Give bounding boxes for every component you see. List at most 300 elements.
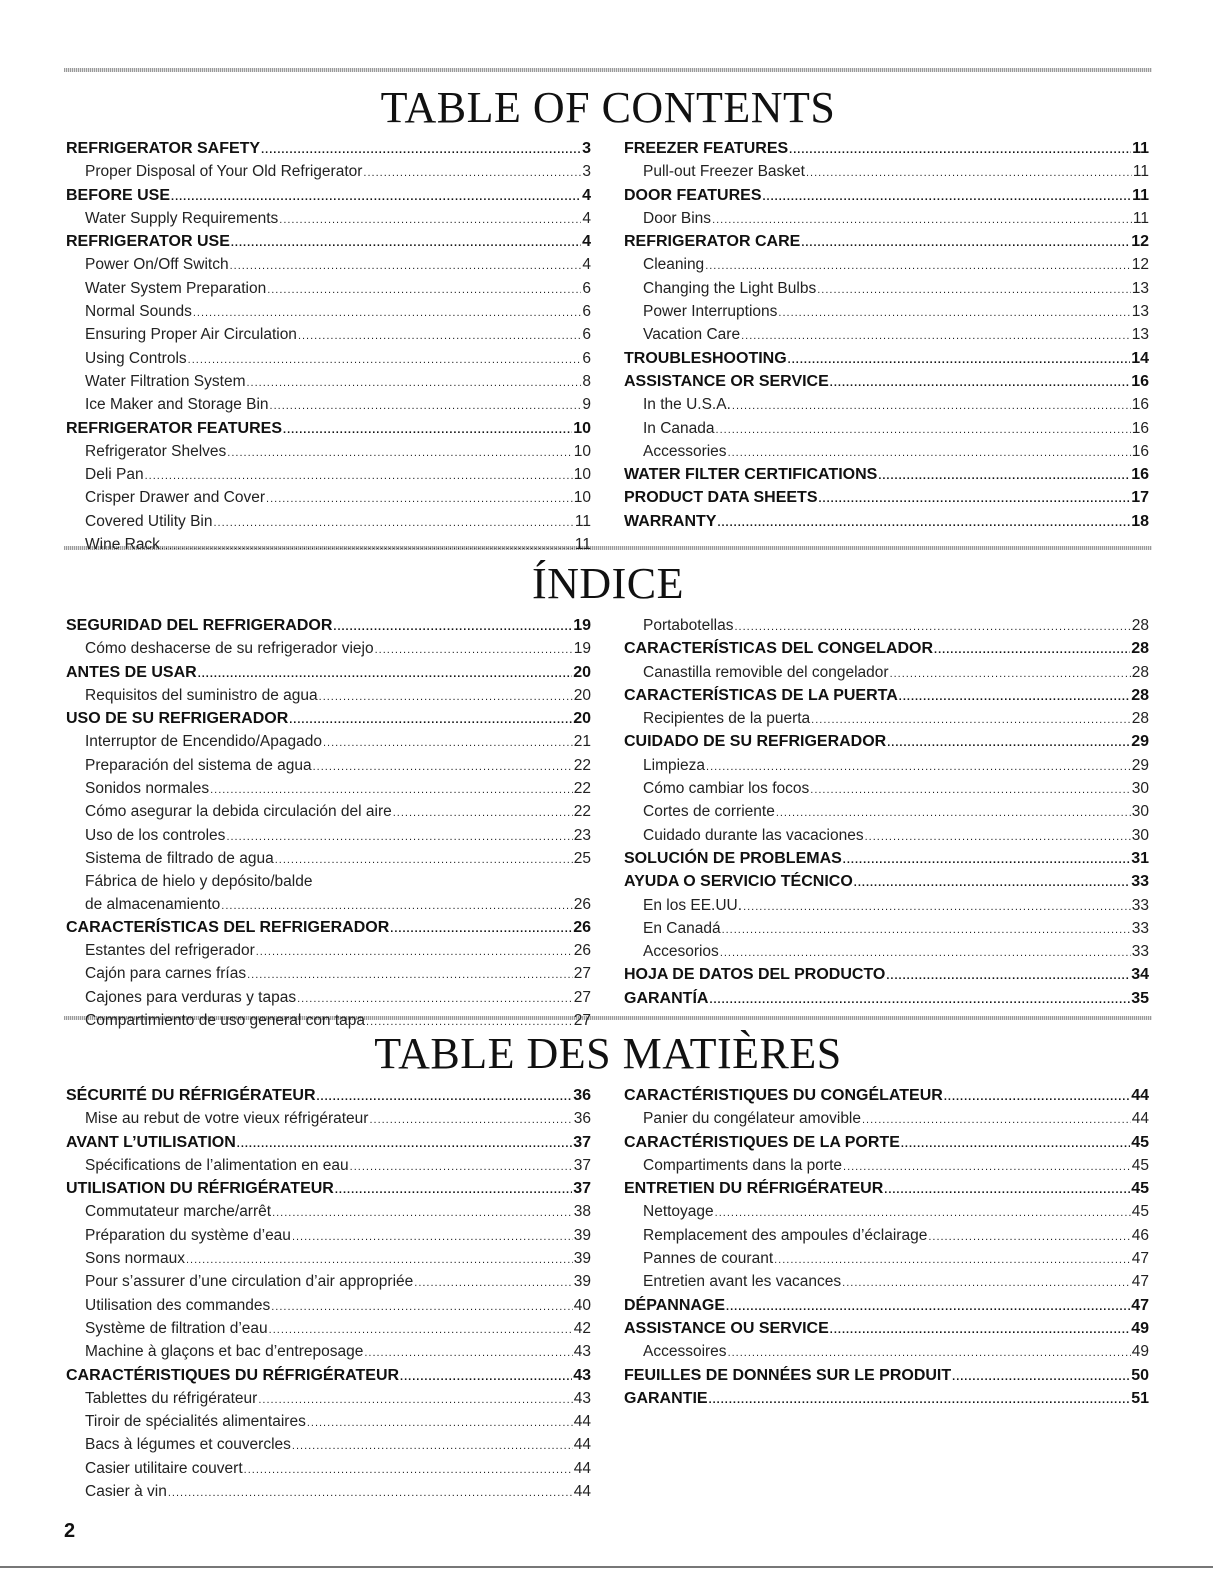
toc-heading-entry: [624, 511, 1149, 534]
toc-sub-entry: [66, 755, 591, 778]
toc-heading-entry: [624, 1178, 1149, 1201]
toc-entry-page: 30: [1131, 780, 1149, 798]
toc-sub-entry: [66, 1318, 591, 1341]
dot-leader: [854, 872, 1130, 894]
toc-entry-label: Machine à glaçons et bac d’entreposage: [85, 1343, 364, 1361]
toc-entry-page: 14: [1131, 349, 1149, 367]
toc-entry-label: Sistema de filtrado de agua: [85, 849, 274, 867]
toc-entry-page: 19: [573, 617, 591, 634]
toc-heading-entry: [66, 662, 591, 685]
toc-entry-label: TROUBLESHOOTING: [624, 349, 787, 367]
toc-sub-entry: [66, 394, 591, 417]
toc-entry-label: Power Interruptions: [643, 303, 778, 321]
toc-entry-label: Uso de los controles: [85, 826, 226, 844]
toc-sub-entry: [66, 278, 591, 301]
toc-entry-label: Pour s’assurer d’une circulation d’air appropriée: [85, 1273, 414, 1291]
toc-entry-page: 45: [1131, 1180, 1149, 1198]
toc-entry-label: Water Filtration System: [85, 372, 246, 390]
toc-sub-entry: [624, 394, 1149, 417]
toc-heading-entry: [624, 1295, 1149, 1318]
dot-leader: [193, 302, 582, 324]
toc-entry-page: 28: [1131, 617, 1149, 634]
dot-leader: [778, 302, 1130, 324]
toc-entry-page: 44: [573, 1436, 591, 1454]
dot-leader: [776, 802, 1131, 824]
toc-entry-page: 20: [573, 686, 591, 704]
toc-heading-entry: [66, 138, 591, 161]
dot-leader: [801, 232, 1130, 254]
toc-entry-label: Système de filtration d’eau: [85, 1319, 268, 1337]
toc-entry-page: 27: [573, 965, 591, 983]
dot-leader: [715, 1202, 1131, 1224]
dot-leader: [319, 686, 573, 708]
toc-entry-page: 44: [1131, 1110, 1149, 1128]
dot-leader: [817, 279, 1131, 301]
toc-entry-page: 16: [1131, 372, 1149, 390]
toc-sub-entry: [624, 278, 1149, 301]
toc-entry-page: 11: [1132, 163, 1149, 181]
toc-entry-label: Accessoires: [643, 1343, 727, 1361]
dot-leader: [283, 419, 572, 441]
section-title-english: TABLE OF CONTENTS: [380, 83, 836, 132]
toc-entry-label: Water Supply Requirements: [85, 209, 279, 227]
toc-entry-page: 33: [1131, 919, 1149, 937]
toc-sub-entry: [66, 348, 591, 371]
toc-entry-label: Power On/Off Switch: [85, 256, 229, 274]
dot-leader: [214, 512, 574, 534]
dot-leader: [297, 988, 573, 1010]
dot-leader: [716, 419, 1131, 441]
dot-leader: [709, 989, 1130, 1011]
dot-leader: [890, 663, 1131, 685]
toc-entry-page: 38: [573, 1203, 591, 1221]
toc-sub-entry: [66, 1155, 591, 1178]
toc-sub-entry: [624, 941, 1149, 964]
toc-entry-label: Tablettes du réfrigérateur: [85, 1389, 258, 1407]
toc-sub-entry: [624, 324, 1149, 347]
dot-leader: [952, 1366, 1130, 1388]
toc-entry-page: 4: [582, 209, 591, 227]
toc-entry-page: 16: [1131, 466, 1149, 484]
toc-entry-page: 42: [573, 1319, 591, 1337]
toc-entry-page: 11: [1132, 186, 1149, 204]
toc-entry-label: Recipientes de la puerta: [643, 710, 811, 728]
dot-leader: [145, 465, 573, 487]
toc-entry-label: Limpieza: [643, 756, 706, 774]
toc-entry-page: 4: [582, 186, 591, 204]
dot-leader: [728, 1342, 1131, 1364]
toc-sub-entry: [624, 301, 1149, 324]
toc-entry-label: Crisper Drawer and Cover: [85, 489, 266, 507]
toc-entry-label: AVANT L’UTILISATION: [66, 1133, 236, 1151]
toc-entry-page: 3: [582, 140, 591, 157]
dot-leader: [350, 1156, 573, 1178]
dot-leader: [244, 1459, 573, 1481]
toc-entry-label: Preparación del sistema de agua: [85, 756, 312, 774]
toc-entry-page: 45: [1131, 1156, 1149, 1174]
toc-entry-label: Nettoyage: [643, 1203, 714, 1221]
toc-entry-page: 47: [1131, 1273, 1149, 1291]
toc-heading-entry: [624, 464, 1149, 487]
dot-leader: [258, 1389, 572, 1411]
toc-sub-entry: [624, 208, 1149, 231]
dot-leader: [928, 1226, 1130, 1248]
toc-sub-entry: [66, 1434, 591, 1457]
dot-leader: [292, 1226, 573, 1248]
toc-sub-entry: [66, 1271, 591, 1294]
toc-entry-page: 13: [1131, 326, 1149, 344]
toc-sub-entry: [624, 825, 1149, 848]
toc-entry-label: FEUILLES DE DONNÉES SUR LE PRODUIT: [624, 1366, 952, 1384]
toc-entry-page: 4: [582, 256, 591, 274]
toc-entry-page: 10: [573, 419, 591, 437]
toc-entry-label: Vacation Care: [643, 326, 741, 344]
dot-leader: [307, 1412, 573, 1434]
toc-entry-page: 44: [1131, 1087, 1149, 1104]
toc-entry-page: 3: [582, 163, 591, 181]
toc-entry-label: REFRIGERATOR FEATURES: [66, 419, 283, 437]
dot-leader: [899, 686, 1130, 708]
dot-leader: [267, 279, 581, 301]
toc-sub-entry: [66, 487, 591, 510]
toc-entry-label: CARACTÉRISTIQUES DU CONGÉLATEUR: [624, 1087, 943, 1104]
dot-leader: [168, 1482, 573, 1504]
toc-sub-entry: [66, 987, 591, 1010]
toc-entry-page: 30: [1131, 803, 1149, 821]
toc-sub-entry: [66, 731, 591, 754]
toc-entry-page: 22: [573, 803, 591, 821]
toc-sub-entry: [624, 615, 1149, 638]
dot-leader: [878, 465, 1130, 487]
toc-entry-label: GARANTÍA: [624, 989, 709, 1007]
toc-sub-entry: [66, 894, 591, 917]
toc-entry-label: BEFORE USE: [66, 186, 171, 204]
toc-sub-entry: [66, 1411, 591, 1434]
dot-leader: [369, 1109, 572, 1131]
dot-leader: [261, 139, 581, 161]
toc-entry-label: Interruptor de Encendido/Apagado: [85, 733, 322, 751]
toc-entry-page: 18: [1131, 512, 1149, 530]
toc-entry-label: Cleaning: [643, 256, 705, 274]
toc-entry-label: Proper Disposal of Your Old Refrigerator: [85, 163, 363, 181]
toc-entry-page: 39: [573, 1226, 591, 1244]
toc-sub-entry: [624, 254, 1149, 277]
toc-entry-label: Estantes del refrigerador: [85, 942, 255, 960]
dot-leader: [270, 395, 582, 417]
toc-entry-label: Pull-out Freezer Basket: [643, 163, 805, 181]
toc-entry-label: Sons normaux: [85, 1250, 185, 1268]
toc-entry-label: En los EE.UU.: [643, 896, 743, 914]
toc-entry-page: 28: [1131, 640, 1149, 658]
toc-entry-label: Remplacement des ampoules d’éclairage: [643, 1226, 928, 1244]
dot-leader: [198, 663, 573, 685]
toc-entry-page: 16: [1131, 442, 1149, 460]
toc-entry-label: ASSISTANCE OR SERVICE: [624, 372, 829, 390]
dot-leader: [221, 895, 572, 917]
dot-leader: [400, 1366, 572, 1388]
toc-entry-page: 12: [1131, 256, 1149, 274]
toc-entry-label: REFRIGERATOR CARE: [624, 233, 801, 251]
toc-sub-entry: [624, 662, 1149, 685]
toc-entry-label: Cómo deshacerse de su refrigerador viejo: [85, 640, 374, 658]
toc-entry-label: Normal Sounds: [85, 303, 192, 321]
dot-leader: [818, 488, 1130, 510]
dot-leader: [188, 349, 582, 371]
toc-entry-label: WATER FILTER CERTIFICATIONS: [624, 466, 878, 484]
toc-english-left: [66, 138, 591, 557]
toc-entry-page: 9: [582, 396, 591, 414]
toc-entry-label: Cómo asegurar la debida circulación del aire: [85, 803, 392, 821]
dot-leader: [292, 1435, 573, 1457]
dot-leader: [171, 186, 581, 208]
toc-heading-entry: [624, 138, 1149, 161]
toc-entry-label: CARACTERÍSTICAS DEL CONGELADOR: [624, 640, 934, 658]
toc-entry-page: 39: [573, 1273, 591, 1291]
toc-entry-page: 11: [1132, 209, 1149, 227]
toc-entry-page: 27: [573, 988, 591, 1006]
toc-entry-page: 11: [574, 512, 591, 530]
toc-entry-label: Casier utilitaire couvert: [85, 1459, 243, 1477]
toc-sub-entry: [624, 1225, 1149, 1248]
toc-sub-entry: [624, 161, 1149, 184]
top-rule: [64, 68, 1152, 72]
toc-entry-page: 50: [1131, 1366, 1149, 1384]
toc-entry-page: 33: [1131, 873, 1149, 891]
toc-entry-label: Ensuring Proper Air Circulation: [85, 326, 297, 344]
toc-sub-entry: [624, 708, 1149, 731]
toc-entry-label: ASSISTANCE OU SERVICE: [624, 1319, 829, 1337]
dot-leader: [843, 1156, 1131, 1178]
dot-leader: [734, 616, 1130, 638]
toc-entry-page: 19: [573, 640, 591, 658]
toc-entry-label: In the U.S.A.: [643, 396, 731, 414]
toc-sub-entry: [66, 963, 591, 986]
dot-leader: [726, 1296, 1130, 1318]
toc-entry-label: Ice Maker and Storage Bin: [85, 396, 269, 414]
toc-heading-entry: [624, 185, 1149, 208]
toc-heading-entry: [66, 231, 591, 254]
toc-heading-entry: [624, 487, 1149, 510]
toc-entry-page: 29: [1131, 756, 1149, 774]
toc-entry-label: Compartimiento de uso general con tapa: [85, 1012, 366, 1030]
dot-leader: [788, 349, 1131, 371]
toc-entry-label: Cajones para verduras y tapas: [85, 988, 297, 1006]
toc-entry-page: 6: [582, 349, 591, 367]
dot-leader: [323, 732, 573, 754]
dot-leader: [862, 1109, 1131, 1131]
dot-leader: [705, 255, 1131, 277]
dot-leader: [333, 616, 572, 638]
dot-leader: [393, 802, 573, 824]
toc-entry-page: 49: [1131, 1319, 1149, 1337]
toc-entry-page: 13: [1131, 279, 1149, 297]
toc-sub-entry: [66, 371, 591, 394]
toc-entry-page: 51: [1131, 1389, 1149, 1407]
toc-sub-entry: [66, 1458, 591, 1481]
toc-entry-page: 17: [1131, 489, 1149, 507]
toc-entry-page: 35: [1131, 989, 1149, 1007]
dot-leader: [842, 1272, 1131, 1294]
dot-leader: [762, 186, 1131, 208]
toc-entry-label: CARACTERÍSTICAS DEL REFRIGERADOR: [66, 918, 390, 936]
toc-sub-entry: [66, 685, 591, 708]
toc-entry-label: CUIDADO DE SU REFRIGERADOR: [624, 733, 887, 751]
toc-entry-label: Door Bins: [643, 209, 712, 227]
toc-heading-entry: [624, 848, 1149, 871]
dot-leader: [226, 826, 572, 848]
toc-spanish-right: [624, 615, 1149, 1011]
toc-entry-label: Using Controls: [85, 349, 187, 367]
dot-leader: [720, 942, 1131, 964]
toc-entry-label: SÉCURITÉ DU RÉFRIGÉRATEUR: [66, 1087, 316, 1104]
toc-entry-page: 43: [573, 1366, 591, 1384]
toc-entry-page: 44: [573, 1413, 591, 1431]
toc-heading-entry: [624, 964, 1149, 987]
dot-leader: [298, 325, 581, 347]
toc-entry-label: Panier du congélateur amovible: [643, 1110, 861, 1128]
toc-entry-page: 10: [573, 442, 591, 460]
dot-leader: [231, 232, 581, 254]
toc-entry-page: 44: [573, 1459, 591, 1477]
toc-entry-label: Compartiments dans la porte: [643, 1156, 843, 1174]
toc-sub-entry: [624, 441, 1149, 464]
dot-leader: [227, 442, 572, 464]
toc-entry-label: SEGURIDAD DEL REFRIGERADOR: [66, 617, 333, 634]
toc-entry-label: DOOR FEATURES: [624, 186, 762, 204]
toc-entry-label: Cajón para carnes frías: [85, 965, 247, 983]
dot-leader: [269, 1319, 573, 1341]
toc-sub-entry: [66, 161, 591, 184]
toc-entry-page: 6: [582, 303, 591, 321]
toc-entry-label: En Canadá: [643, 919, 721, 937]
toc-sub-entry: [624, 1108, 1149, 1131]
toc-sub-entry: [66, 511, 591, 534]
dot-leader: [375, 639, 573, 661]
toc-entry-page: 12: [1131, 233, 1149, 251]
bottom-edge-line: [0, 1566, 1213, 1568]
toc-sub-entry: [624, 755, 1149, 778]
toc-sub-entry: [66, 825, 591, 848]
dot-leader: [230, 255, 582, 277]
dot-leader: [741, 325, 1131, 347]
toc-entry-page: 8: [582, 372, 591, 390]
toc-entry-label: REFRIGERATOR SAFETY: [66, 140, 261, 157]
toc-entry-page: 6: [582, 279, 591, 297]
toc-entry-page: 10: [573, 466, 591, 484]
toc-heading-entry: [624, 1388, 1149, 1411]
toc-entry-page: 6: [582, 326, 591, 344]
toc-heading-entry: [66, 1365, 591, 1388]
dot-leader: [806, 162, 1132, 184]
dot-leader: [712, 209, 1132, 231]
dot-leader: [884, 1179, 1130, 1201]
toc-entry-label: Préparation du système d’eau: [85, 1226, 291, 1244]
toc-sub-entry: [66, 208, 591, 231]
toc-sub-entry: [66, 1341, 591, 1364]
toc-entry-label: Mise au rebut de votre vieux réfrigérateur: [85, 1110, 369, 1128]
dot-leader: [774, 1249, 1131, 1271]
dot-leader: [364, 1342, 572, 1364]
toc-spanish-left: [66, 615, 591, 1033]
toc-entry-page: 43: [573, 1343, 591, 1361]
dot-leader: [275, 849, 573, 871]
toc-entry-page: 39: [573, 1250, 591, 1268]
dot-leader: [363, 162, 581, 184]
toc-sub-entry: [66, 638, 591, 661]
toc-sub-entry: [66, 940, 591, 963]
toc-entry-label-line1: Fábrica de hielo y depósito/balde: [85, 873, 313, 891]
toc-entry-page: 45: [1131, 1133, 1149, 1151]
toc-heading-entry: [624, 1365, 1149, 1388]
dot-leader: [706, 756, 1131, 778]
dot-leader: [289, 709, 572, 731]
toc-entry-label: WARRANTY: [624, 512, 717, 530]
toc-english-right: [624, 138, 1149, 534]
dot-leader: [247, 372, 582, 394]
toc-entry-page: 23: [573, 826, 591, 844]
dot-leader: [210, 779, 573, 801]
dot-leader: [709, 1389, 1131, 1411]
toc-entry-page: 40: [573, 1296, 591, 1314]
toc-french-right: [624, 1085, 1149, 1411]
toc-entry-page: 13: [1131, 303, 1149, 321]
toc-sub-entry: [624, 918, 1149, 941]
toc-entry-label: Deli Pan: [85, 466, 144, 484]
toc-entry-label: CARACTERÍSTICAS DE LA PUERTA: [624, 686, 898, 704]
dot-leader: [313, 756, 573, 778]
toc-entry-page: 28: [1131, 710, 1149, 728]
dot-leader: [414, 1272, 572, 1294]
toc-entry-label: Tiroir de spécialités alimentaires: [85, 1413, 306, 1431]
toc-entry-page: 49: [1131, 1343, 1149, 1361]
toc-heading-entry: [624, 1318, 1149, 1341]
dot-leader: [272, 1202, 573, 1224]
toc-entry-page: 37: [573, 1133, 591, 1151]
dot-leader: [810, 779, 1130, 801]
toc-entry-label: Requisitos del suministro de agua: [85, 686, 318, 704]
dot-leader: [722, 919, 1131, 941]
toc-entry-label: SOLUCIÓN DE PROBLEMAS: [624, 849, 842, 867]
toc-heading-entry: [624, 348, 1149, 371]
toc-entry-page: 16: [1131, 419, 1149, 437]
toc-heading-entry: [624, 1085, 1149, 1108]
toc-entry-label: PRODUCT DATA SHEETS: [624, 489, 818, 507]
toc-entry-page: 22: [573, 756, 591, 774]
toc-entry-label: GARANTIE: [624, 1389, 708, 1407]
toc-sub-entry: [624, 1341, 1149, 1364]
toc-entry-label: Cortes de corriente: [643, 803, 775, 821]
toc-entry-label: AYUDA O SERVICIO TÉCNICO: [624, 873, 853, 891]
toc-entry-page: 28: [1131, 686, 1149, 704]
toc-heading-entry: [624, 1132, 1149, 1155]
toc-entry-page: 29: [1131, 733, 1149, 751]
toc-sub-entry: [66, 848, 591, 871]
dot-leader: [271, 1296, 573, 1318]
toc-entry-page: 44: [573, 1483, 591, 1501]
toc-sub-entry: [66, 1295, 591, 1318]
toc-french-left: [66, 1085, 591, 1504]
toc-heading-entry: [624, 988, 1149, 1011]
toc-sub-entry: [66, 1388, 591, 1411]
toc-heading-entry: [66, 615, 591, 638]
dot-leader: [256, 941, 573, 963]
toc-entry-page: 33: [1131, 943, 1149, 961]
dot-leader: [247, 964, 573, 986]
toc-entry-page: 36: [573, 1110, 591, 1128]
toc-heading-entry: [624, 371, 1149, 394]
toc-entry-page: 46: [1131, 1226, 1149, 1244]
toc-entry-page: 33: [1131, 896, 1149, 914]
